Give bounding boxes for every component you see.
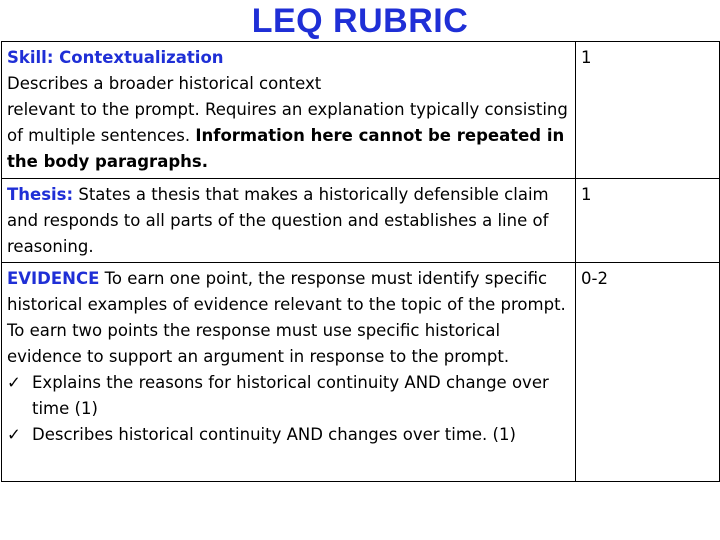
table-row: [2, 263, 720, 482]
criterion-text: Describes a broader historical context: [7, 74, 322, 93]
page-title: LEQ RUBRIC: [251, 2, 469, 40]
score-cell: 0-2: [576, 263, 720, 482]
table-row: [2, 179, 720, 263]
criterion-cell: [2, 179, 576, 263]
checklist: [7, 370, 570, 448]
evidence-label: EVIDENCE: [7, 269, 100, 288]
list-item: [7, 422, 570, 448]
criterion-text: To earn one point, the response must identify specific historical examples of evidence relevant to the topic of the prompt. To earn two points the response must use specific historical evidence to support an argument in response to the prompt.: [7, 269, 566, 366]
score-cell: 1: [576, 179, 720, 263]
check-mark-icon: ✓: [7, 425, 21, 444]
check-mark-icon: ✓: [7, 373, 21, 392]
rubric-table: [1, 41, 720, 482]
thesis-label: Thesis:: [7, 185, 74, 204]
criterion-cell: [2, 263, 576, 482]
list-item-text: Explains the reasons for historical continuity AND change over time (1): [32, 373, 549, 418]
list-item-text: Describes historical continuity AND changes over time. (1): [32, 425, 516, 444]
criterion-text: States a thesis that makes a historically defensible claim and responds to all parts of the question and establishes a line of reasoning.: [7, 185, 549, 256]
criterion-emphasis: Information here cannot be repeated in the body paragraphs.: [7, 126, 565, 171]
list-item: [7, 370, 570, 422]
criterion-cell: [2, 42, 576, 179]
score-cell: 1: [576, 42, 720, 179]
criterion-text: relevant to the prompt. Requires an explanation typically consisting of multiple sentences.: [7, 100, 568, 145]
skill-label: Skill: Contextualization: [7, 48, 224, 67]
table-row: [2, 42, 720, 179]
